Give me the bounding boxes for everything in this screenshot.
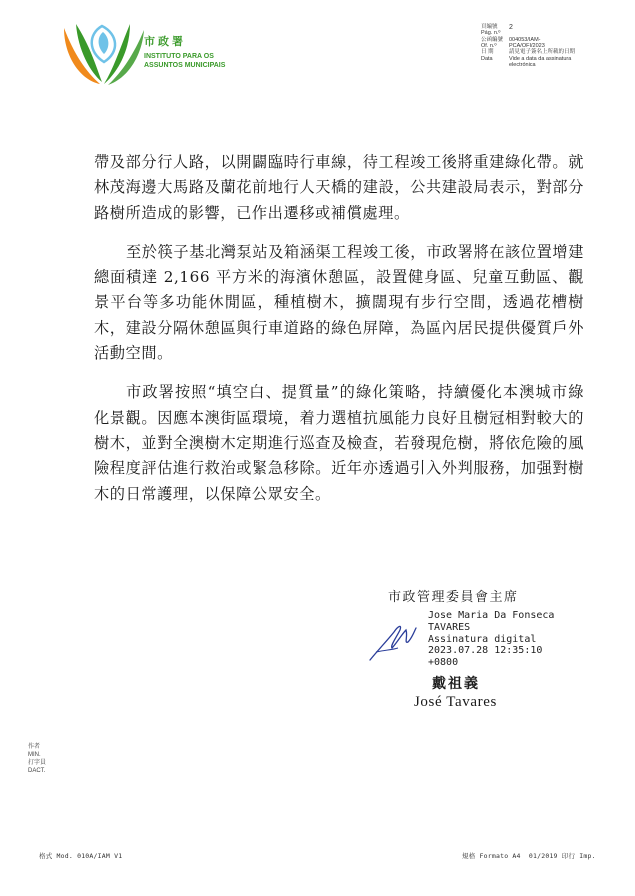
signatory-name-zh: 戴祖義 bbox=[432, 676, 480, 692]
paragraph-2: 至於筷子基北灣泵站及箱涵渠工程竣工後，市政署將在該位置增建總面積達 2,166 平方米的海濱休憩區，設置健身區、兒童互動區、觀景平台等多功能休閒區，種植樹木，擴闊現有步行空間，透過花槽樹木，建設分隔休憩區與行車道路的綠色屏障，為區內居民提供優質戶外活動空間。 bbox=[94, 242, 584, 363]
footer-format: 規格 Formato A4 01/2019 印行 Imp. bbox=[462, 852, 596, 860]
paragraph-1: 帶及部分行人路，以開闢臨時行車線，待工程竣工後將重建綠化帶。就林茂海邊大馬路及蘭花前地行人天橋的建設，公共建設局表示，對部分路樹所造成的影響，已作出遷移或補償處理。 bbox=[94, 153, 584, 222]
logo-name-zh: 市政署 bbox=[144, 35, 186, 48]
logo-name-pt-line2: ASSUNTOS MUNICIPAIS bbox=[144, 62, 226, 69]
handwritten-signature-icon bbox=[368, 620, 418, 662]
footer-form-code: 格式 Mod. 010A/IAM V1 bbox=[39, 852, 123, 860]
page-number-value: 2 bbox=[509, 24, 513, 31]
page-number-label: 頁編號 Pág. n.º bbox=[481, 24, 501, 37]
office-number-label: 公函編號 Of. n.º bbox=[481, 36, 504, 49]
logo-name-pt-line1: INSTITUTO PARA OS bbox=[144, 53, 214, 60]
office-number-value: 004053/IAM- PCA/OFI/2023 bbox=[509, 36, 545, 49]
digital-signature-block: Jose Maria Da Fonseca TAVARES Assinatura digital 2023.07.28 12:35:10 +0800 bbox=[428, 610, 555, 669]
date-label: 日 期 Data bbox=[481, 49, 494, 62]
author-typist-note: 作者 MIN. 打字員 DACT. bbox=[28, 744, 47, 774]
signatory-name-pt: José Tavares bbox=[414, 694, 497, 710]
logo-wordmark bbox=[144, 36, 225, 69]
signatory-title: 市政管理委員會主席 bbox=[388, 590, 519, 605]
letter-body bbox=[94, 150, 584, 507]
date-value: 請見電子簽名上所載的日期 Vide a data da assinatura electrónica bbox=[509, 49, 576, 68]
logo-emblem-icon bbox=[60, 22, 150, 86]
reference-block bbox=[481, 24, 631, 68]
paragraph-3: 市政署按照“填空白、提質量”的綠化策略，持續優化本澳城市綠化景觀。因應本澳街區環境，着力選植抗風能力良好且樹冠相對較大的樹木，並對全澳樹木定期進行巡查及檢查，若發現危樹，將依危險的風險程度評估進行救治或緊急移除。近年亦透過引入外判服務，加强對樹木的日常護理，以保障公眾安全。 bbox=[94, 383, 584, 503]
